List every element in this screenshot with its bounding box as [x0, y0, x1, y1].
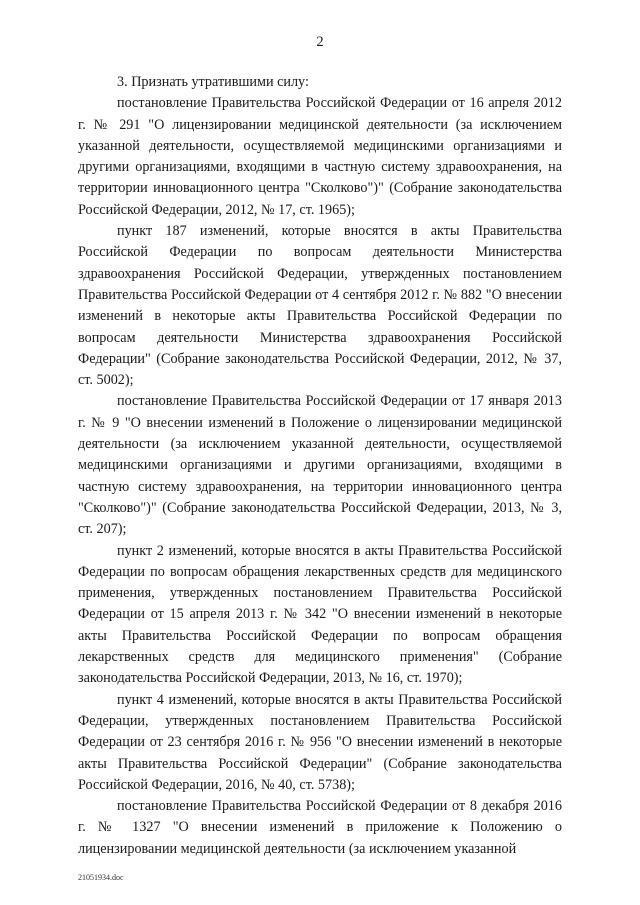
file-code: 21051934.doc — [78, 873, 124, 882]
paragraph-point-187: пункт 187 изменений, которые вносятся в акты Правительства Российской Федерации по вопросам деятельности Министерства здравоохранения Российской Федерации, утвержденных постановлением Правительства Российской Федерации от 4 сентября 2012 г. № 882 "О внесении изменений в некоторые акты Правительства Российской Федерации по вопросам деятельности Министерства здравоохранения Российской Федерации" (Собрание законодательства Российской Федерации, 2012, № 37, ст. 5002); — [78, 223, 562, 389]
paragraph-resolution-291: постановление Правительства Российской Федерации от 16 апреля 2012 г. № 291 "О лицензировании медицинской деятельности (за исключением указанной деятельности, осуществляемой медицинскими организациями и другими организациями, входящими в частную систему здравоохранения, на территории инновационного центра "Сколково")" (Собрание законодательства Российской Федерации, 2012, № 17, ст. 1965); — [78, 95, 562, 218]
paragraph-point-4: пункт 4 изменений, которые вносятся в акты Правительства Российской Федерации, утвержденных постановлением Правительства Российской Федерации от 23 сентября 2016 г. № 956 "О внесении изменений в некоторые акты Правительства Российской Федерации" (Собрание законодательства Российской Федерации, 2016, № 40, ст. 5738); — [78, 691, 562, 793]
paragraph-item-3-heading: 3. Признать утратившими силу: — [117, 74, 309, 90]
document-body — [78, 72, 562, 860]
paragraph-resolution-9: постановление Правительства Российской Федерации от 17 января 2013 г. № 9 "О внесении изменений в Положение о лицензировании медицинской деятельности (за исключением указанной деятельности, осуществляемой медицинскими организациями и другими организациями, входящими в частную систему здравоохранения, на территории инновационного центра "Сколково")" (Собрание законодательства Российской Федерации, 2013, № 3, ст. 207); — [78, 393, 562, 538]
paragraph-resolution-1327: постановление Правительства Российской Федерации от 8 декабря 2016 г. № 1327 "О внесении изменений в приложение к Положению о лицензировании медицинской деятельности (за исключением указанной — [78, 798, 562, 857]
paragraph-point-2: пункт 2 изменений, которые вносятся в акты Правительства Российской Федерации по вопросам обращения лекарственных средств для медицинского применения, утвержденных постановлением Правительства Российской Федерации от 15 апреля 2013 г. № 342 "О внесении изменений в некоторые акты Правительства Российской Федерации по вопросам обращения лекарственных средств для медицинского применения" (Собрание законодательства Российской Федерации, 2013, № 16, ст. 1970); — [78, 542, 562, 687]
page-number: 2 — [316, 34, 324, 50]
